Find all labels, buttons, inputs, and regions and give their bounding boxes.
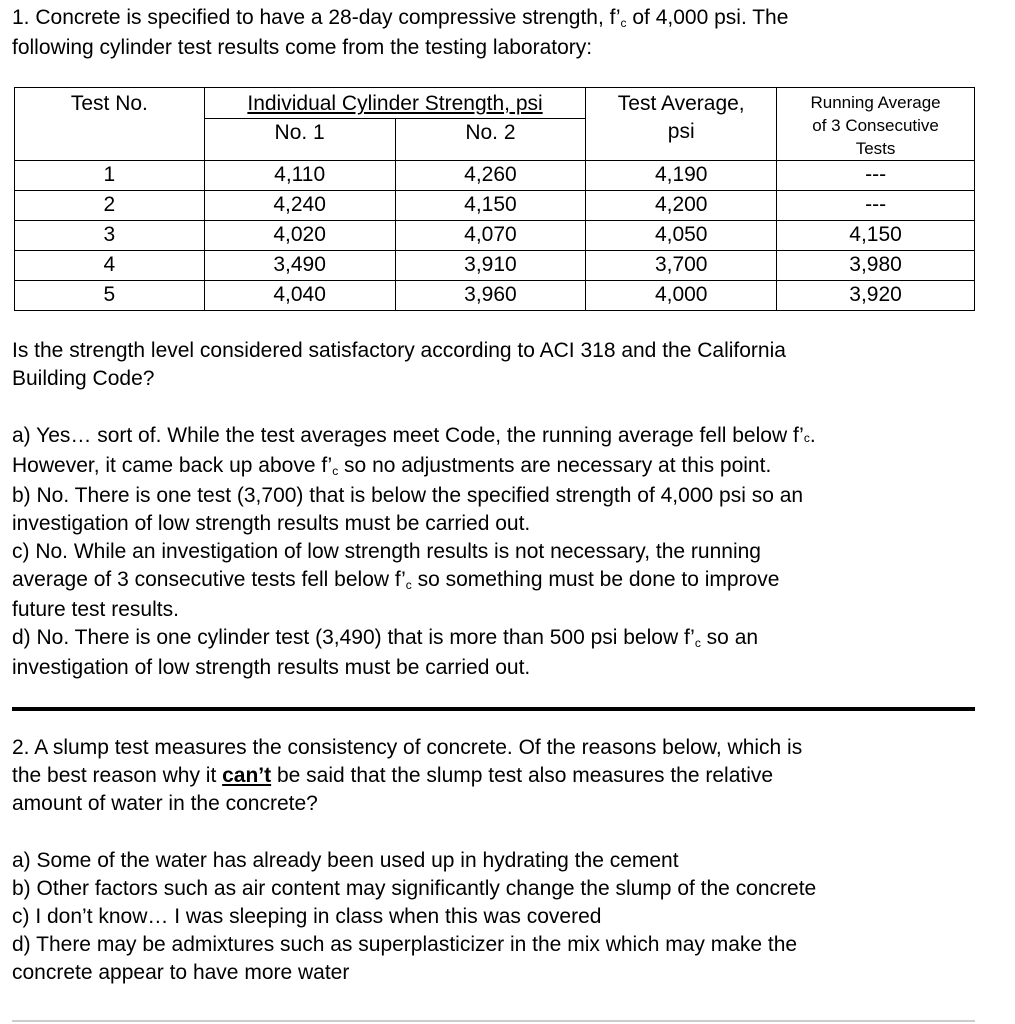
cell-no1: 4,240	[204, 191, 395, 221]
q1-options	[12, 422, 997, 682]
q2-option-c[interactable]: c) I don’t know… I was sleeping in class when this was covered	[12, 905, 602, 928]
cell-avg: 4,000	[586, 281, 777, 311]
emphasis-cant: can’t	[222, 764, 272, 787]
bottom-divider	[12, 1020, 975, 1022]
cell-no1: 4,020	[204, 221, 395, 251]
cell-no2: 3,910	[395, 251, 586, 281]
cell-no2: 4,150	[395, 191, 586, 221]
cell-no2: 4,260	[395, 161, 586, 191]
table-row	[15, 221, 975, 251]
cell-avg: 3,700	[586, 251, 777, 281]
test-results-table	[14, 87, 975, 311]
cell-avg: 4,200	[586, 191, 777, 221]
cell-no1: 3,490	[204, 251, 395, 281]
section-divider	[12, 707, 975, 711]
q1-question: Is the strength level considered satisfactory according to ACI 318 and the California Building Code?	[12, 339, 786, 390]
q1-option-c[interactable]: c) No. While an investigation of low strength results is not necessary, the running average of 3 consecutive tests fell below f’c so something must be done to improve future test results.	[12, 540, 780, 621]
cell-test: 3	[15, 221, 205, 251]
table-row	[15, 281, 975, 311]
header-test-average: Test Average, psi	[586, 88, 777, 161]
cell-avg: 4,050	[586, 221, 777, 251]
q1-intro-line2: following cylinder test results come from the testing laboratory:	[12, 36, 593, 59]
header-test-no: Test No.	[15, 88, 205, 161]
cell-no2: 3,960	[395, 281, 586, 311]
cell-running: 3,920	[777, 281, 975, 311]
cell-running: ---	[777, 191, 975, 221]
q2-option-b[interactable]: b) Other factors such as air content may significantly change the slump of the concrete	[12, 877, 817, 900]
q1-intro-line1: 1. Concrete is specified to have a 28-day compressive strength, f’c of 4,000 psi. The	[12, 6, 789, 30]
q1-intro	[12, 4, 997, 62]
table-row	[15, 191, 975, 221]
q2-option-a[interactable]: a) Some of the water has already been used up in hydrating the cement	[12, 849, 679, 872]
cell-test: 2	[15, 191, 205, 221]
cell-running: 3,980	[777, 251, 975, 281]
cell-test: 1	[15, 161, 205, 191]
table-header-row-1	[15, 88, 975, 119]
header-running-average: Running Average of 3 Consecutive Tests	[777, 88, 975, 161]
cell-no1: 4,040	[204, 281, 395, 311]
cell-no1: 4,110	[204, 161, 395, 191]
header-no2: No. 2	[395, 119, 586, 161]
q2-question: 2. A slump test measures the consistency of concrete. Of the reasons below, which is the best reason why it can’t be said that the slump test also measures the relative amount of water in the concrete?	[12, 736, 803, 815]
cell-test: 5	[15, 281, 205, 311]
header-individual-strength: Individual Cylinder Strength, psi	[204, 88, 586, 119]
table-row	[15, 251, 975, 281]
q2-option-d[interactable]: d) There may be admixtures such as superplasticizer in the mix which may make the concrete appear to have more water	[12, 933, 798, 984]
cell-no2: 4,070	[395, 221, 586, 251]
cell-running: ---	[777, 161, 975, 191]
table-row	[15, 161, 975, 191]
cell-running: 4,150	[777, 221, 975, 251]
q1-option-a[interactable]: a) Yes… sort of. While the test averages meet Code, the running average fell below f’c. However, it came back up above f’c so no adjustments are necessary at this point.	[12, 424, 816, 478]
cell-test: 4	[15, 251, 205, 281]
header-no1: No. 1	[204, 119, 395, 161]
q1-option-b[interactable]: b) No. There is one test (3,700) that is below the specified strength of 4,000 psi so an investigation of low strength results must be carried out.	[12, 484, 804, 535]
cell-avg: 4,190	[586, 161, 777, 191]
q1-option-d[interactable]: d) No. There is one cylinder test (3,490) that is more than 500 psi below f’c so an investigation of low strength results must be carried out.	[12, 626, 759, 679]
q2-options	[12, 847, 997, 987]
